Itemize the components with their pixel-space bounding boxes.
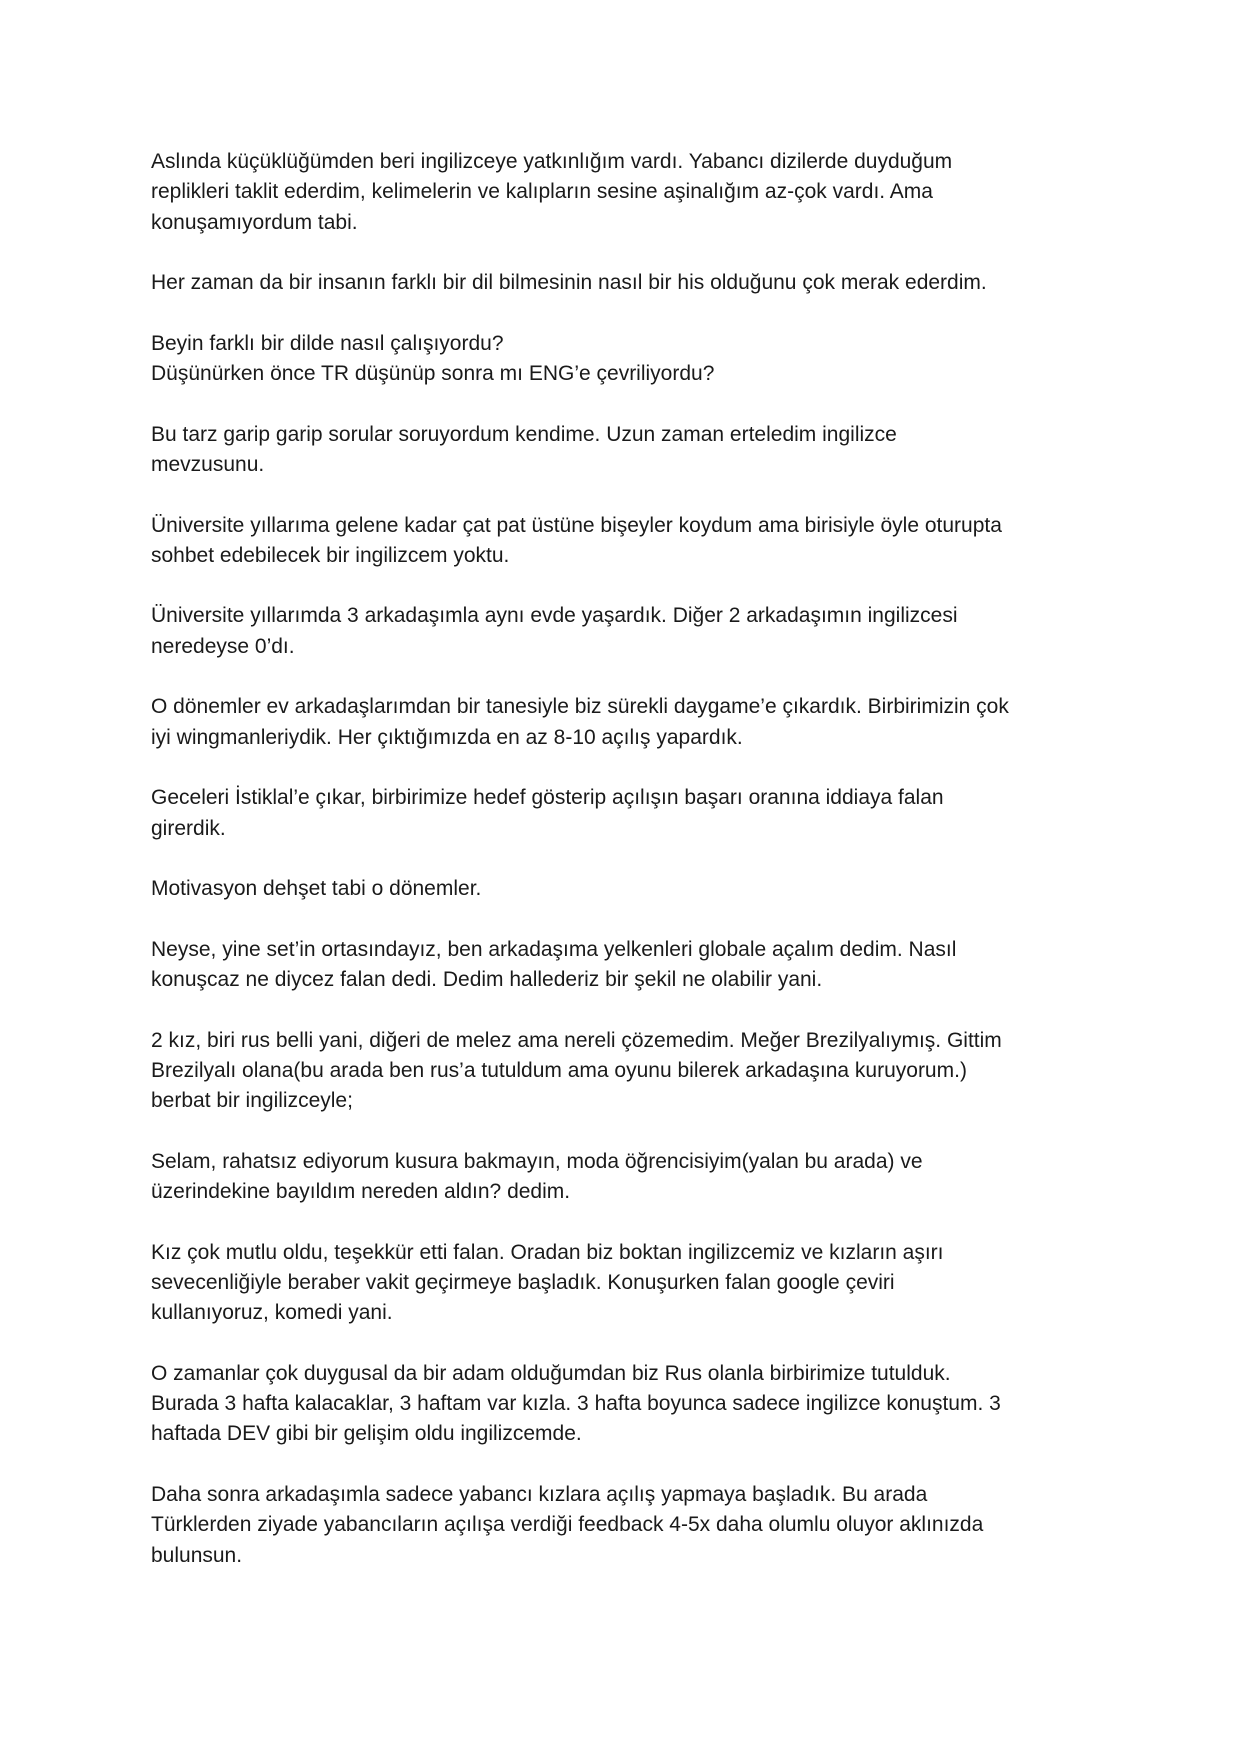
paragraph: Neyse, yine set’in ortasındayız, ben arkadaşıma yelkenleri globale açalım dedim. Nasıl konuşcaz ne diycez falan dedi. Dedim hallederiz bir şekil ne olabilir yani.: [151, 937, 957, 992]
paragraph: Bu tarz garip garip sorular soruyordum kendime. Uzun zaman erteledim ingilizce mevzusunu.: [151, 422, 897, 476]
paragraph: Üniversite yıllarıma gelene kadar çat pat üstüne bişeyler koydum ama birisiyle öyle oturupta sohbet edebilecek bir ingilizcem yoktu.: [151, 513, 1002, 567]
document-body: [151, 147, 1101, 1571]
paragraph: Aslında küçüklüğümden beri ingilizceye yatkınlığım vardı. Yabancı dizilerde duyduğum replikleri taklit ederdim, kelimelerin ve kalıpların sesine aşinalığım az-çok vardı. Ama konuşamıyordum tabi.: [151, 150, 953, 234]
paragraph: Daha sonra arkadaşımla sadece yabancı kızlara açılış yapmaya başladık. Bu arada Türklerden ziyade yabancıların açılışa verdiği feedback 4-5x daha olumlu oluyor aklınızda bulunsun.: [151, 1483, 984, 1567]
paragraph: Geceleri İstiklal’e çıkar, birbirimize hedef gösterip açılışın başarı oranına iddiaya falan girerdik.: [151, 786, 944, 840]
paragraph: 2 kız, biri rus belli yani, diğeri de melez ama nereli çözemedim. Meğer Brezilyalıymış. Gittim Brezilyalı olana(bu arada ben rus’a tutuldum ama oyunu bilerek arkadaşına kuruyorum.) berbat bir ingilizceyle;: [151, 1028, 1002, 1113]
paragraph: Üniversite yıllarımda 3 arkadaşımla aynı evde yaşardık. Diğer 2 arkadaşımın ingilizcesi neredeyse 0’dı.: [151, 604, 958, 658]
paragraph: O zamanlar çok duygusal da bir adam olduğumdan biz Rus olanla birbirimize tutulduk. Burada 3 hafta kalacaklar, 3 haftam var kızla. 3 hafta boyunca sadece ingilizce konuştum. 3 haftada DEV gibi bir gelişim oldu ingilizcemde.: [151, 1361, 1001, 1446]
paragraph: Motivasyon dehşet tabi o dönemler.: [151, 877, 482, 901]
paragraph: O dönemler ev arkadaşlarımdan bir tanesiyle biz sürekli daygame’e çıkardık. Birbirimizin çok iyi wingmanleriydik. Her çıktığımızda en az 8-10 açılış yapardık.: [151, 695, 1009, 749]
paragraph: Kız çok mutlu oldu, teşekkür etti falan. Oradan biz boktan ingilizcemiz ve kızların aşırı sevecenliğiyle beraber vakit geçirmeye başladık. Konuşurken falan google çeviri kullanıyoruz, komedi yani.: [151, 1240, 944, 1325]
paragraph: Her zaman da bir insanın farklı bir dil bilmesinin nasıl bir his olduğunu çok merak ederdim.: [151, 271, 987, 295]
paragraph: Selam, rahatsız ediyorum kusura bakmayın, moda öğrencisiyim(yalan bu arada) ve üzerindekine bayıldım nereden aldın? dedim.: [151, 1149, 923, 1204]
paragraph: Beyin farklı bir dilde nasıl çalışıyordu? Düşünürken önce TR düşünüp sonra mı ENG’e çevriliyordu?: [151, 331, 715, 386]
